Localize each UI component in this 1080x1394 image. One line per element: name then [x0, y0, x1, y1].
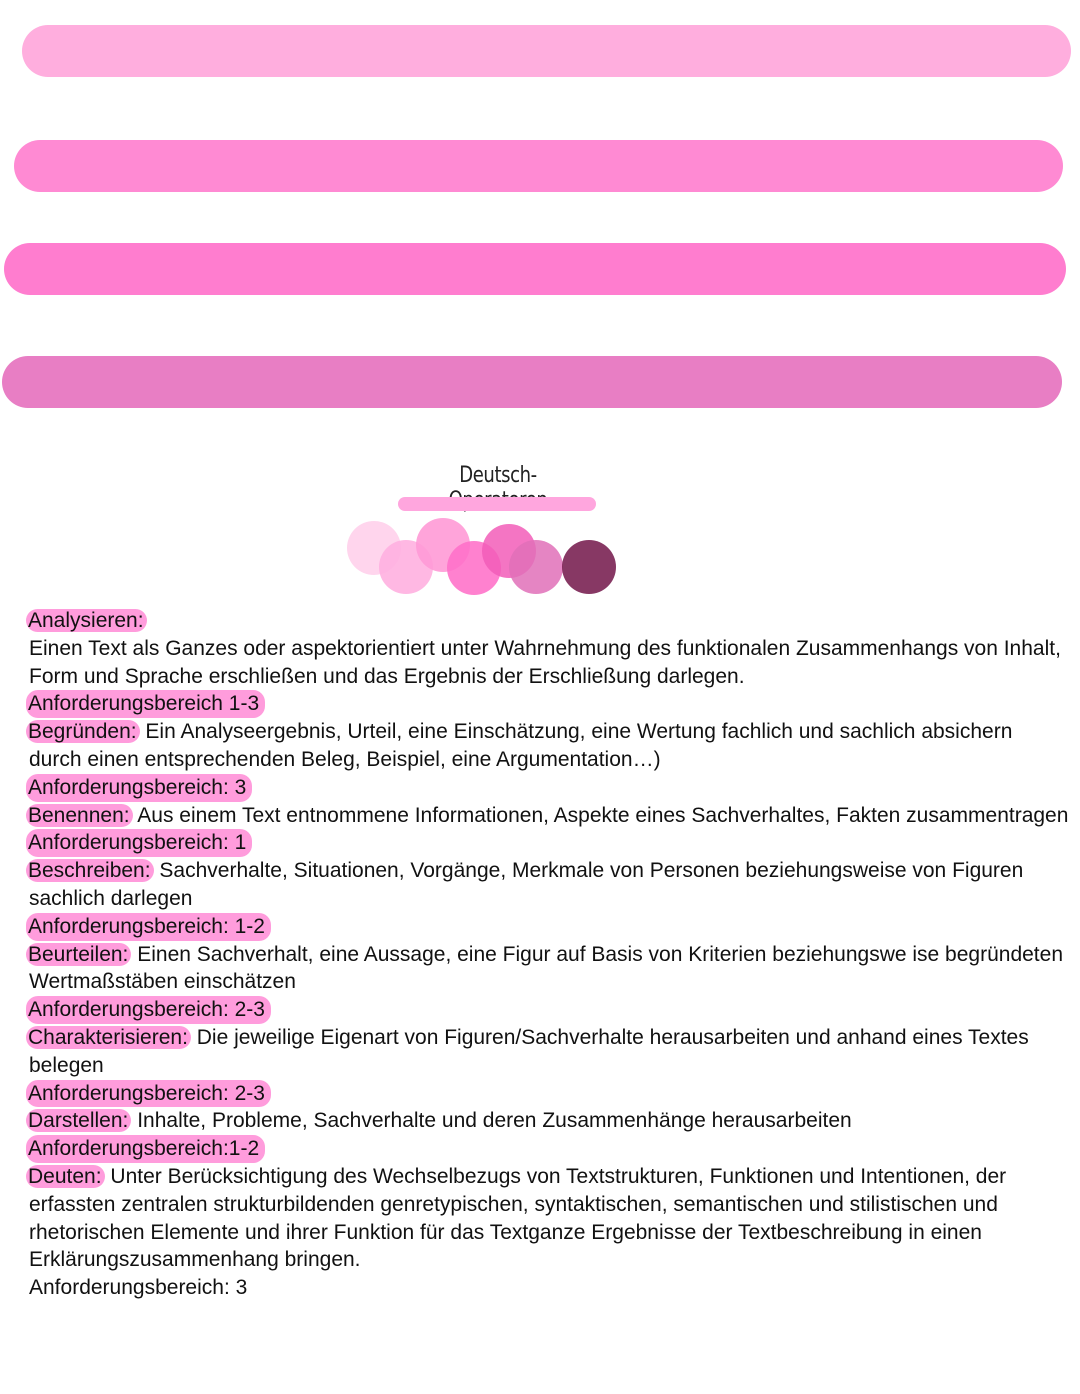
swatch-dot-6	[509, 540, 563, 594]
swatch-dot-4	[447, 541, 501, 595]
operator-term: Darstellen:	[26, 1109, 131, 1132]
operator-definition: Einen Text als Ganzes oder aspektorientiert unter Wahrnehmung des funktionalen Zusammenhangs von Inhalt, Form und Sprache erschließen und das Ergebnis der Erschließung darlegen.	[29, 636, 1061, 688]
operator-term: Beschreiben:	[26, 859, 154, 882]
operator-entry	[29, 607, 1069, 718]
requirement-level: Anforderungsbereich: 2-3	[26, 996, 271, 1024]
operator-definition: Aus einem Text entnommene Informationen, Aspekte eines Sachverhaltes, Fakten zusammentragen	[132, 803, 1069, 827]
decorative-bar-2	[14, 140, 1063, 192]
operator-term: Deuten:	[26, 1165, 105, 1188]
decorative-bar-1	[22, 25, 1071, 77]
title-underline	[398, 497, 596, 511]
requirement-level: Anforderungsbereich: 3	[29, 1276, 248, 1300]
operator-entry	[29, 1163, 1069, 1302]
operator-definition: Unter Berücksichtigung des Wechselbezugs von Textstrukturen, Funktionen und Intentionen, der erfassten zentralen strukturbildenden genretypischen, syntaktischen, semantischen und stilistischen und rhetorischen Elemente und ihrer Funktion für das Textganze Ergebnisse der Textbeschreibung in einen Erklärungszusammenhang bringen.	[29, 1164, 1007, 1272]
operator-entry	[29, 941, 1069, 1024]
operator-term: Analysieren:	[26, 609, 147, 632]
swatch-dot-2	[379, 540, 433, 594]
swatch-dot-5	[482, 524, 536, 578]
operator-term: Begründen:	[26, 720, 140, 743]
requirement-level: Anforderungsbereich: 1	[26, 829, 252, 857]
swatch-dot-7	[562, 540, 616, 594]
operator-definition: Die jeweilige Eigenart von Figuren/Sachverhalte herausarbeiten und anhand eines Textes belegen	[29, 1025, 1029, 1077]
operator-entry	[29, 857, 1069, 940]
requirement-level: Anforderungsbereich: 1-2	[26, 913, 271, 941]
decorative-bar-3	[4, 243, 1066, 295]
operator-term: Benennen:	[26, 804, 133, 827]
requirement-level: Anforderungsbereich 1-3	[26, 690, 265, 718]
operator-entry	[29, 1107, 1069, 1163]
operator-list	[29, 607, 1069, 1302]
operator-term: Beurteilen:	[26, 943, 131, 966]
operator-definition: Sachverhalte, Situationen, Vorgänge, Merkmale von Personen beziehungsweise von Figuren sachlich darlegen	[29, 859, 1024, 910]
decorative-bar-4	[2, 356, 1062, 408]
page-title: Deutsch-	[459, 463, 537, 488]
swatch-dot-3	[416, 518, 470, 572]
operator-entry	[29, 1024, 1069, 1107]
operator-definition: Einen Sachverhalt, eine Aussage, eine Figur auf Basis von Kriterien beziehungswe ise begründeten Wertmaßstäben einschätzen	[29, 942, 1063, 994]
requirement-level: Anforderungsbereich:1-2	[26, 1135, 265, 1163]
swatch-dot-1	[347, 521, 401, 575]
requirement-level: Anforderungsbereich: 2-3	[26, 1080, 271, 1108]
operator-definition: Ein Analyseergebnis, Urteil, eine Einschätzung, eine Wertung fachlich und sachlich absichern durch einen entsprechenden Beleg, Beispiel, eine Argumentation…)	[29, 720, 1013, 771]
requirement-level: Anforderungsbereich: 3	[26, 774, 252, 802]
operator-definition: Inhalte, Probleme, Sachverhalte und deren Zusammenhänge herausarbeiten	[131, 1109, 852, 1133]
color-swatch-dots	[0, 0, 1080, 620]
operator-entry	[29, 802, 1069, 858]
operator-term: Charakterisieren:	[26, 1026, 191, 1049]
operator-entry	[29, 718, 1069, 801]
